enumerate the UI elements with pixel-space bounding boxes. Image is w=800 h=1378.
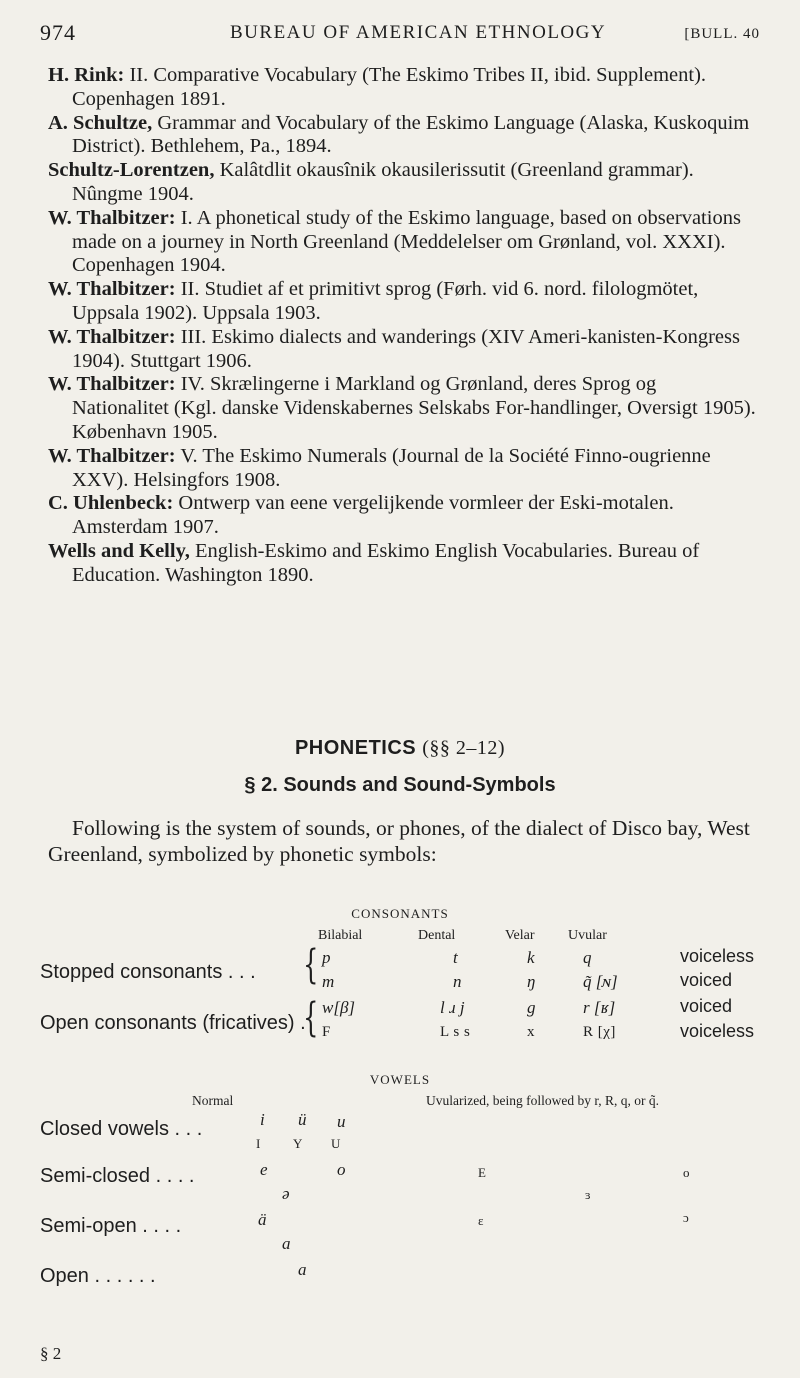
reference-entry: W. Thalbitzer: V. The Eskimo Numerals (Journal de la Société Finno-ougrienne XXV). Helsingfors 1908. [48, 444, 711, 491]
column-header-bilabial: Bilabial [318, 928, 363, 943]
consonant-cell: q̃ [ɴ] [583, 972, 618, 991]
vowel-symbol: a [282, 1234, 291, 1253]
column-header-dental: Dental [418, 928, 456, 943]
consonants-caption: CONSONANTS [351, 906, 449, 921]
reference-entry: W. Thalbitzer: IV. Skrælingerne i Markland og Grønland, deres Sprog og Nationalitet (Kgl. danske Videnskabernes Selskabs For-handlinger, Oversigt 1905). København 1905. [48, 373, 756, 443]
vowel-symbol: o [683, 1165, 690, 1180]
vowel-symbol: E [478, 1165, 486, 1180]
reference-entry: Wells and Kelly, English-Eskimo and Eskimo English Vocabularies. Bureau of Education. Washington 1890. [48, 539, 700, 586]
reference-entry: A. Schultze, Grammar and Vocabulary of the Eskimo Language (Alaska, Kuskoquim District). Bethlehem, Pa., 1894. [48, 111, 750, 158]
vowel-symbol: Y [293, 1136, 303, 1151]
vowel-symbol: o [337, 1160, 346, 1179]
consonant-cell: r [ʁ] [583, 998, 616, 1017]
phonetics-heading: PHONETICS (§§ 2–12) [294, 737, 506, 759]
consonant-cell: g [527, 998, 536, 1017]
consonant-cell: l ɹ j [440, 998, 465, 1017]
consonant-cell: R [χ] [583, 1024, 616, 1040]
intro-paragraph: Following is the system of sounds, or phones, of the dialect of Disco bay, West Greenland, symbolized by phonetic symbols: [48, 816, 750, 866]
vowel-symbol: a [298, 1260, 307, 1279]
reference-entry: H. Rink: II. Comparative Vocabulary (The Eskimo Tribes II, ibid. Supplement). Copenhagen 1891. [48, 64, 707, 110]
page-header [40, 20, 760, 50]
vowel-symbol: u [337, 1112, 346, 1131]
vowel-symbol: ɔ [683, 1210, 689, 1225]
vowel-symbol: ə [282, 1184, 290, 1203]
voicing-label: voiceless [680, 946, 755, 966]
running-title: BUREAU OF AMERICAN ETHNOLOGY [230, 22, 607, 43]
column-header-velar: Velar [505, 928, 535, 943]
voicing-label: voiced [680, 970, 733, 990]
consonant-cell: q [583, 948, 592, 967]
reference-entry: Schultz-Lorentzen, Kalâtdlit okausînik okausilerissutit (Greenland grammar). Nûngme 1904. [48, 159, 694, 205]
vowels-caption: VOWELS [369, 1072, 431, 1087]
consonant-cell: x [527, 1024, 535, 1040]
consonant-cell: p [322, 948, 331, 967]
stopped-consonants-label: Stopped consonants . . . [40, 961, 256, 983]
brace: { [303, 995, 319, 1041]
vowel-symbol: ɜ [585, 1187, 591, 1202]
brace: { [303, 942, 319, 988]
consonant-cell: t [453, 948, 458, 967]
consonant-cell: k [527, 948, 535, 967]
consonant-cell: m [322, 972, 335, 991]
consonant-cell: L s s [440, 1024, 471, 1040]
reference-entry: W. Thalbitzer: III. Eskimo dialects and wanderings (XIV Ameri-kanisten-Kongress 1904). Stuttgart 1906. [48, 325, 740, 372]
vowel-symbol: U [331, 1136, 341, 1151]
open-consonants-label: Open consonants (fricatives) . [40, 1012, 306, 1034]
voicing-label: voiced [680, 996, 733, 1016]
reference-entry: W. Thalbitzer: II. Studiet af et primitivt sprog (Førh. vid 6. nord. filologmötet, Uppsala 1902). Uppsala 1903. [48, 278, 699, 324]
uvularized-vowels-header: Uvularized, being followed by r, R, q, or q̃. [426, 1093, 660, 1108]
bibliography [48, 64, 758, 588]
vowel-symbol: ü [298, 1110, 307, 1129]
consonant-cell: F [322, 1024, 331, 1040]
reference-entry: C. Uhlenbeck: Ontwerp van eene vergelijkende vormleer der Eski-motalen. Amsterdam 1907. [48, 492, 674, 539]
column-header-uvular: Uvular [568, 928, 607, 943]
vowel-symbol: I [256, 1136, 261, 1151]
semi-open-label: Semi-open . . . . [40, 1215, 182, 1237]
normal-vowels-header: Normal [192, 1093, 234, 1108]
vowel-symbol: e [260, 1160, 268, 1179]
consonant-cell: w[β] [322, 998, 356, 1017]
vowel-symbol: i [260, 1110, 265, 1129]
closed-vowels-label: Closed vowels . . . [40, 1118, 203, 1140]
vowel-symbol: ä [258, 1210, 267, 1229]
section-footer: § 2 [40, 1344, 62, 1363]
vowel-symbol: ɛ [478, 1213, 484, 1228]
consonant-cell: ŋ [527, 972, 536, 991]
reference-entry: W. Thalbitzer: I. A phonetical study of the Eskimo language, based on observations made on a journey in North Greenland (Meddelelser om Grønland, vol. XXXI). Copenhagen 1904. [48, 206, 741, 277]
page-number: 974 [40, 20, 76, 45]
voicing-label: voiceless [680, 1021, 755, 1041]
bulletin-number: [BULL. 40 [684, 26, 760, 42]
semi-closed-label: Semi-closed . . . . [40, 1165, 195, 1187]
consonant-cell: n [453, 972, 462, 991]
open-label: Open . . . . . . [40, 1265, 156, 1287]
section-heading: § 2. Sounds and Sound-Symbols [244, 774, 556, 796]
